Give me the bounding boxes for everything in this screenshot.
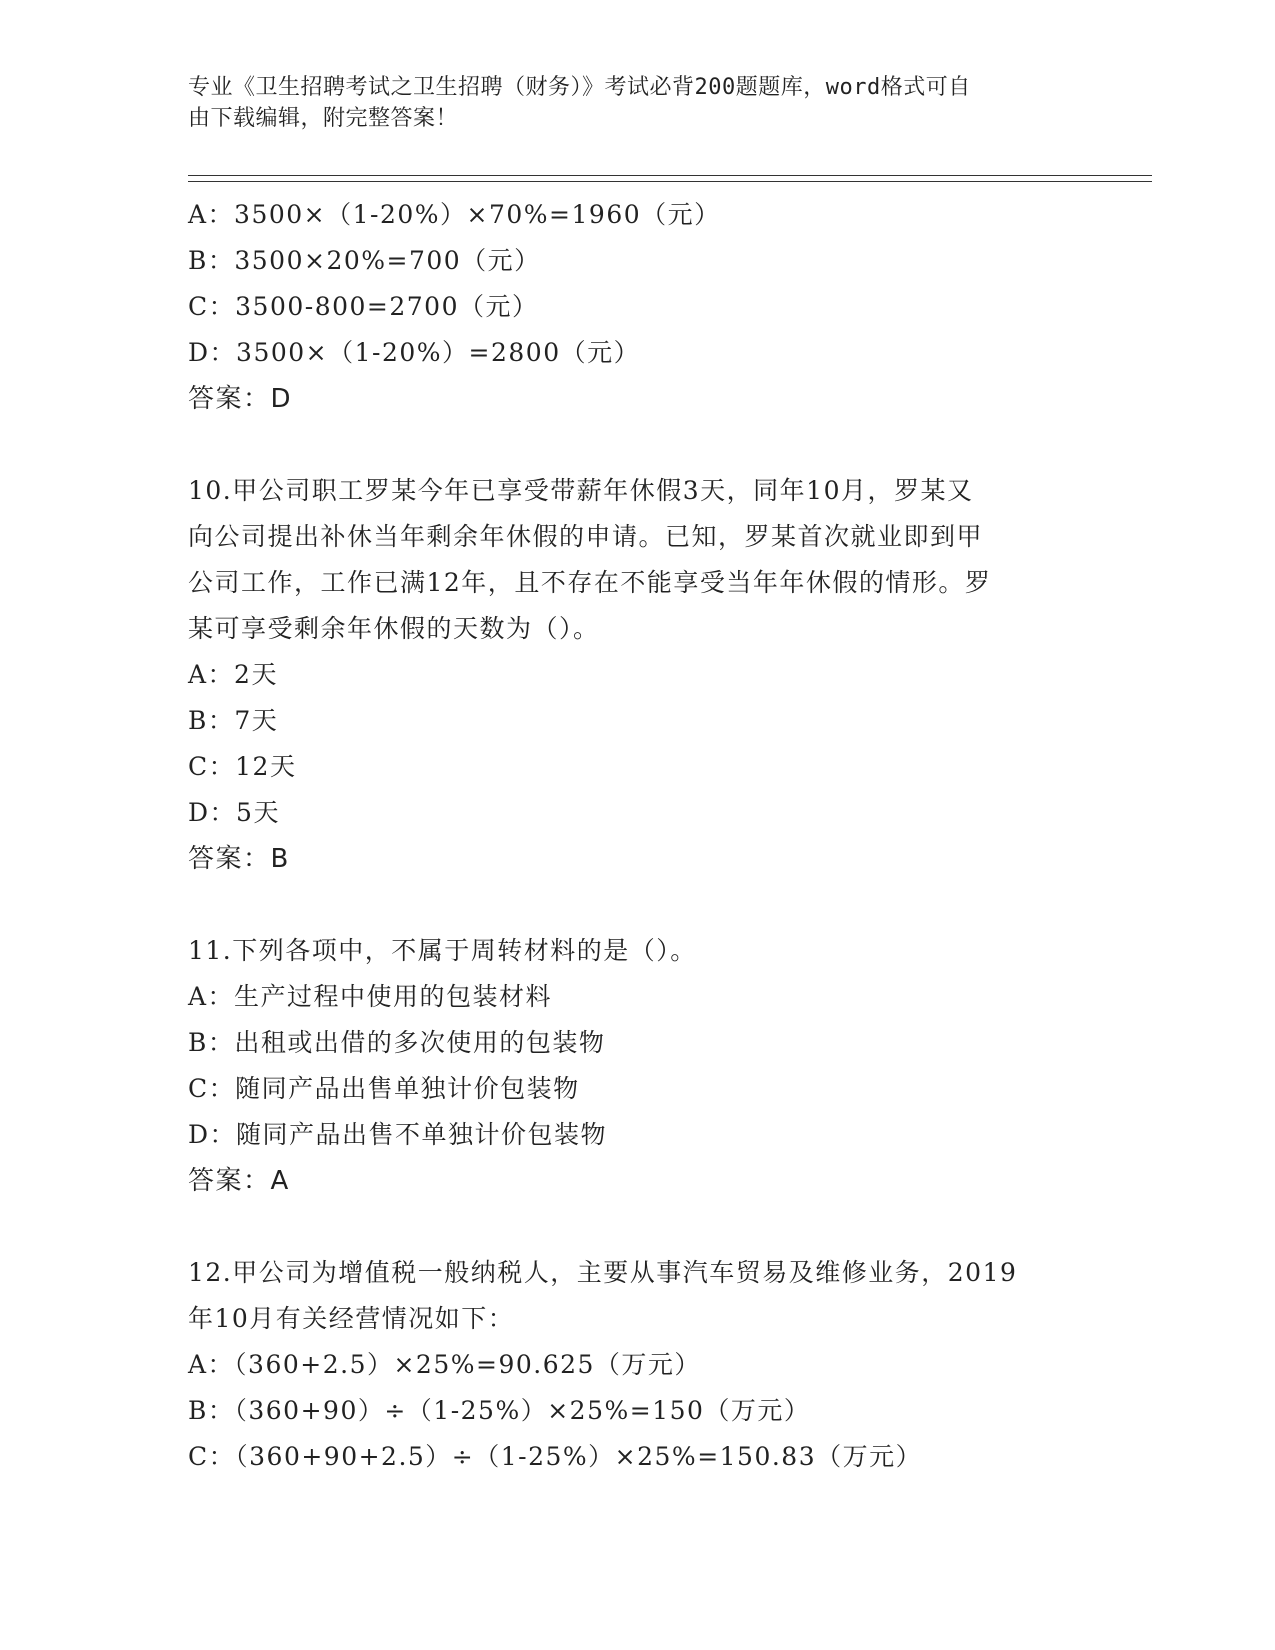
question-block-12 bbox=[188, 1250, 1088, 1480]
question-stem-line: 10.甲公司职工罗某今年已享受带薪年休假3天，同年10月，罗某又 bbox=[188, 476, 974, 505]
header-line-1: 专业《卫生招聘考试之卫生招聘（财务）》考试必背200题题库，word格式可自 bbox=[188, 75, 971, 100]
question-stem-line: 向公司提出补休当年剩余年休假的申请。已知，罗某首次就业即到甲 bbox=[188, 522, 984, 551]
answer-line: 答案：A bbox=[188, 1166, 290, 1196]
option-b: B：出租或出借的多次使用的包装物 bbox=[188, 1028, 606, 1057]
option-d: D：3500×（1-20%）=2800（元） bbox=[188, 338, 641, 367]
option-b: B：7天 bbox=[188, 706, 279, 735]
answer-line: 答案：D bbox=[188, 384, 293, 414]
question-stem-line: 某可享受剩余年休假的天数为（）。 bbox=[188, 614, 600, 643]
question-stem-line: 公司工作，工作已满12年，且不存在不能享受当年年休假的情形。罗 bbox=[188, 568, 992, 597]
option-c: C：随同产品出售单独计价包装物 bbox=[188, 1074, 580, 1103]
header-divider-bottom bbox=[188, 181, 1152, 182]
option-d: D：随同产品出售不单独计价包装物 bbox=[188, 1120, 608, 1149]
answer-line: 答案：B bbox=[188, 844, 290, 874]
option-c: C：12天 bbox=[188, 752, 297, 781]
header-divider-top bbox=[188, 175, 1152, 176]
question-block-9 bbox=[188, 192, 1088, 422]
option-c: C：3500-800=2700（元） bbox=[188, 292, 539, 321]
option-b: B：3500×20%=700（元） bbox=[188, 246, 541, 275]
question-block-11 bbox=[188, 928, 1088, 1204]
option-a: A：生产过程中使用的包装材料 bbox=[188, 982, 553, 1011]
document-header bbox=[188, 72, 1088, 134]
option-c: C：（360+90+2.5）÷（1-25%）×25%=150.83（万元） bbox=[188, 1442, 923, 1471]
question-block-10 bbox=[188, 468, 1088, 882]
option-a: A：（360+2.5）×25%=90.625（万元） bbox=[188, 1350, 701, 1379]
document-body bbox=[188, 192, 1088, 1480]
option-a: A：2天 bbox=[188, 660, 278, 689]
question-stem-line: 11.下列各项中，不属于周转材料的是（）。 bbox=[188, 936, 697, 965]
option-b: B：（360+90）÷（1-25%）×25%=150（万元） bbox=[188, 1396, 811, 1425]
option-a: A：3500×（1-20%）×70%=1960（元） bbox=[188, 200, 721, 229]
question-stem-line: 12.甲公司为增值税一般纳税人，主要从事汽车贸易及维修业务，2019 bbox=[188, 1258, 1018, 1287]
option-d: D：5天 bbox=[188, 798, 280, 827]
header-line-2: 由下载编辑，附完整答案！ bbox=[188, 106, 459, 131]
question-stem-line: 年10月有关经营情况如下： bbox=[188, 1304, 515, 1333]
